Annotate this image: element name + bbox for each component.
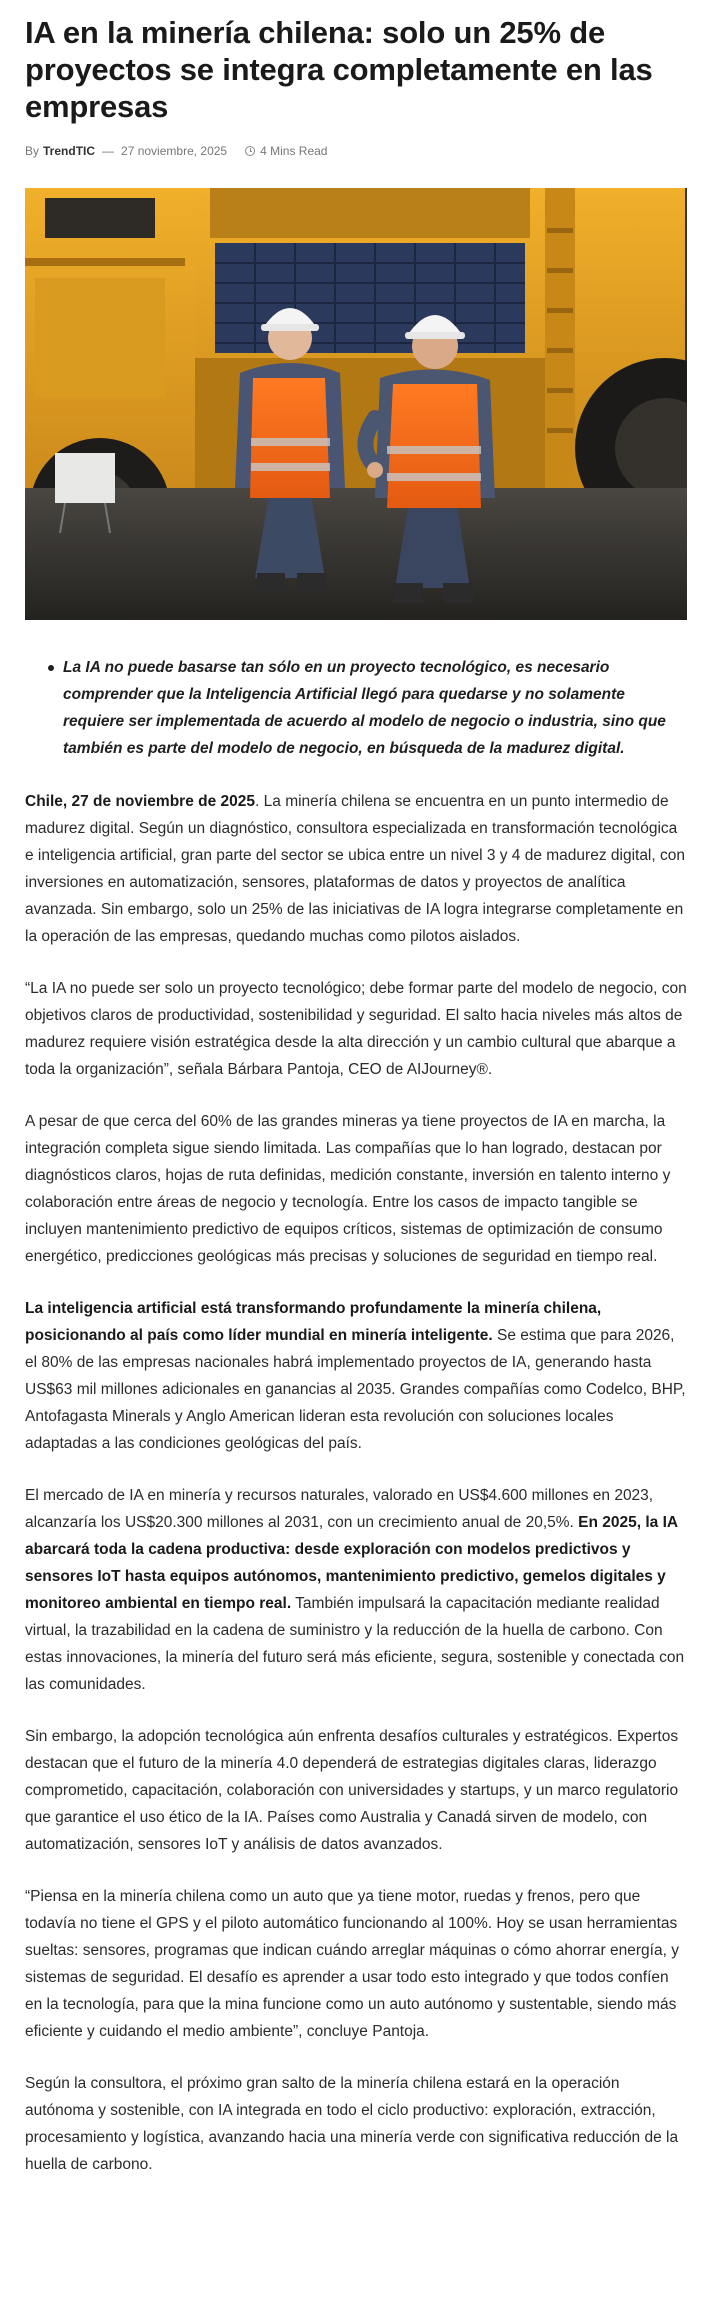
paragraph-4 — [25, 1295, 687, 1457]
paragraph-8: Según la consultora, el próximo gran salto de la minería chilena estará en la operación autónoma y sostenible, con IA integrada en todo el ciclo productivo: exploración, extracción, procesamiento y logística, avanzando hacia una minería verde con significativa reducción de la huella de carbono. — [25, 2075, 679, 2173]
hero-illustration — [25, 188, 687, 620]
paragraph-3: A pesar de que cerca del 60% de las grandes mineras ya tiene proyectos de IA en marcha, la integración completa sigue siendo limitada. Las compañías que lo han logrado, destacan por diagnósticos claros, hojas de ruta definidas, medición constante, inversión en talento interno y colaboración entre áreas de negocio y tecnología. Entre los casos de impacto tangible se incluyen mantenimiento predictivo de equipos críticos, sistemas de optimización de consumo energético, predicciones geológicas más precisas y soluciones de seguridad en tiempo real. — [25, 1113, 671, 1265]
article-title: IA en la minería chilena: solo un 25% de proyectos se integra completamente en las empresas — [25, 15, 653, 124]
paragraph-text: También impulsará la capacitación mediante realidad virtual, la trazabilidad en la cadena de suministro y la reducción de la huella de carbono. Con estas innovaciones, la minería del futuro será más eficiente, segura, sostenible y conectada con las comunidades. — [25, 1595, 685, 1693]
paragraph-1 — [25, 788, 687, 950]
paragraph-bold-lead: La inteligencia artificial está transformando profundamente la minería chilena, posicionando al país como líder mundial en minería inteligente. — [25, 1300, 602, 1344]
paragraph-text: Se estima que para 2026, el 80% de las empresas nacionales habrá implementado proyectos de IA, generando hasta US$63 mil millones adicionales en ganancias al 2035. Grandes compañías como Codelco, BHP, Antofagasta Minerals y Anglo American lideran esta revolución con soluciones locales adaptadas a las condiciones geológicas del país. — [25, 1327, 686, 1452]
read-time: 4 Mins Read — [260, 144, 328, 158]
paragraph-6: Sin embargo, la adopción tecnológica aún enfrenta desafíos culturales y estratégicos. Expertos destacan que el futuro de la minería 4.0 dependerá de estrategias digitales claras, liderazgo comprometido, capacitación, colaboración con universidades y startups, y un marco regulatorio que garantice el uso ético de la IA. Países como Australia y Canadá sirven de modelo, con automatización, sensores IoT y análisis de datos avanzados. — [25, 1728, 679, 1853]
summary-list — [25, 654, 687, 762]
article-body — [25, 788, 687, 2178]
paragraph-text: El mercado de IA en minería y recursos naturales, valorado en US$4.600 millones en 2023, alcanzaría los US$20.300 millones al 2031, con un crecimiento anual de 20,5%. — [25, 1487, 654, 1531]
hero-image — [25, 188, 687, 620]
summary-item: La IA no puede basarse tan sólo en un proyecto tecnológico, es necesario comprender que la Inteligencia Artificial llegó para quedarse y no solamente requiere ser implementada de acuerdo al modelo de negocio o industria, sino que también es parte del modelo de negocio, en búsqueda de la madurez digital. — [63, 654, 687, 762]
paragraph-bold-mid: En 2025, la IA abarcará toda la cadena productiva: desde exploración con modelos predictivos y sensores IoT hasta equipos autónomos, mantenimiento predictivo, gemelos digitales y monitoreo ambiental en tiempo real. — [25, 1514, 678, 1612]
paragraph-text: . La minería chilena se encuentra en un punto intermedio de madurez digital. Según un diagnóstico, consultora especializada en transformación tecnológica e inteligencia artificial, gran parte del sector se ubica entre un nivel 3 y 4 de madurez digital, con inversiones en automatización, sensores, plataformas de datos y proyectos de analítica avanzada. Sin embargo, solo un 25% de las iniciativas de IA logra integrarse completamente en la operación de las empresas, quedando muchas como pilotos aislados. — [25, 793, 685, 945]
paragraph-2: “La IA no puede ser solo un proyecto tecnológico; debe formar parte del modelo de negocio, con objetivos claros de productividad, sostenibilidad y seguridad. El salto hacia niveles más altos de madurez requiere visión estratégica desde la alta dirección y un cambio cultural que abarque a toda la organización”, señala Bárbara Pantoja, CEO de AIJourney®. — [25, 980, 687, 1078]
dateline: Chile, 27 de noviembre de 2025 — [25, 793, 256, 810]
paragraph-7: “Piensa en la minería chilena como un auto que ya tiene motor, ruedas y frenos, pero que todavía no tiene el GPS y el piloto automático funcionando al 100%. Hoy se usan herramientas sueltas: sensores, programas que indican cuándo arreglar máquinas o cómo ahorrar energía, y sistemas de seguridad. El desafío es aprender a usar todo esto integrado y que todos confíen en la tecnología, para que la mina funcione como un auto autónomo y sustentable, siendo más eficiente y cuidando el medio ambiente”, concluye Pantoja. — [25, 1888, 679, 2040]
paragraph-5 — [25, 1482, 687, 1698]
meta-separator: — — [102, 144, 115, 158]
by-label: By — [25, 144, 40, 158]
clock-icon — [245, 146, 255, 156]
author-link[interactable]: TrendTIC — [43, 144, 96, 158]
article-meta — [25, 143, 687, 159]
publish-date: 27 noviembre, 2025 — [121, 144, 228, 158]
